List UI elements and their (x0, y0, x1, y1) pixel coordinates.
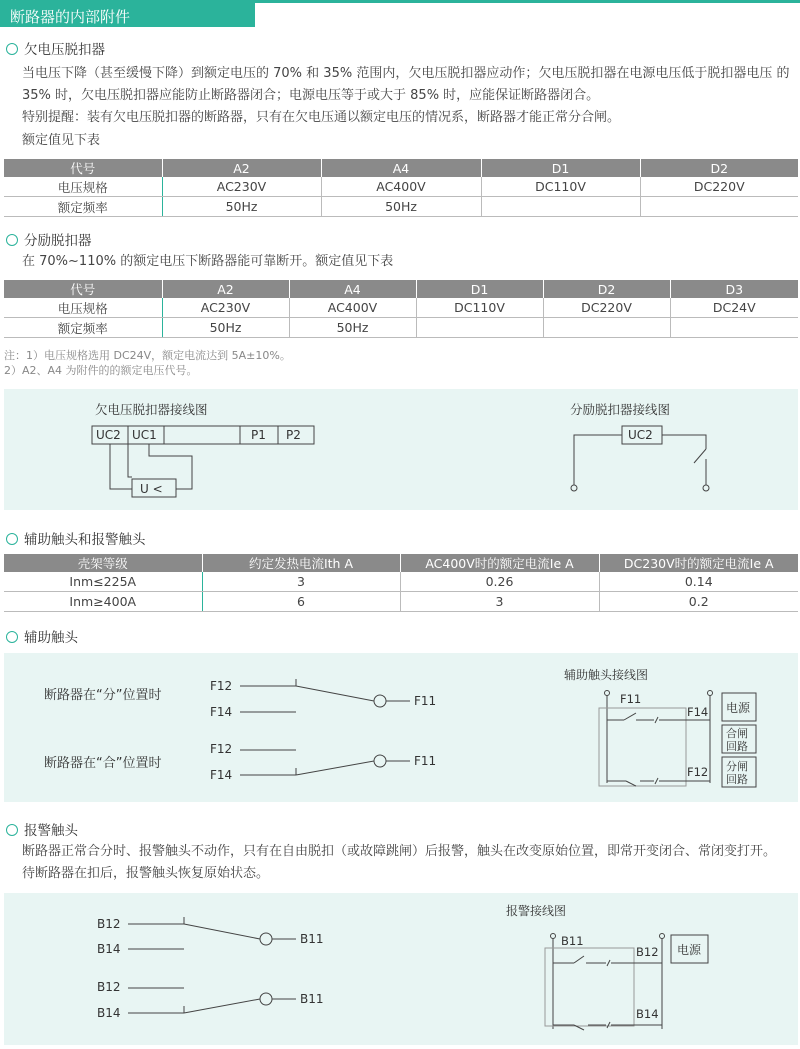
alarm-contact-diagram (4, 893, 798, 1045)
common-terminal-icon (260, 993, 272, 1005)
terminal-label: F11 (414, 694, 437, 708)
terminal-label: F11 (620, 692, 642, 706)
terminal-label: UC2 (96, 428, 121, 442)
table-cell (670, 318, 798, 338)
terminal-label: F12 (687, 765, 709, 779)
circle-bullet-icon (6, 43, 18, 55)
table-row (4, 197, 798, 217)
undervoltage-table (4, 159, 798, 217)
contact-rating-table (4, 554, 798, 612)
terminal-label: UC1 (132, 428, 157, 442)
shunt-table (4, 280, 798, 338)
table-cell: 0.26 (400, 572, 599, 592)
page-title: 断路器的内部附件 (10, 8, 131, 26)
column-header: D1 (481, 159, 640, 177)
table-cell: 6 (202, 592, 400, 612)
table-cell (640, 197, 798, 217)
terminal-label: B11 (561, 934, 584, 948)
section-heading-undervoltage (6, 38, 105, 58)
section-heading-text: 报警触头 (24, 823, 78, 839)
aux-wiring-title: 辅助触头接线图 (564, 668, 649, 682)
section-heading-shunt (6, 229, 92, 249)
table-cell: 0.2 (599, 592, 798, 612)
terminal-label: B12 (97, 917, 121, 931)
table-header-row (4, 280, 798, 298)
power-label: 电源 (726, 701, 751, 715)
paragraph: 35% 时，欠电压脱扣器应能防止断路器闭合；电源电压等于或大于 85% 时，应能保证断路器闭合。 (22, 88, 600, 103)
contact-housing (545, 948, 634, 1026)
column-header: A4 (321, 159, 481, 177)
section-heading-alarm (6, 819, 78, 839)
paragraph: 待断路器在扣后，报警触头恢复原始状态。 (22, 866, 270, 881)
table-header-row (4, 554, 798, 572)
column-header: A2 (162, 159, 321, 177)
open-circuit-label: 回路 (726, 773, 748, 786)
table-cell: Inm≥400A (4, 592, 202, 612)
table-cell: DC24V (670, 298, 798, 318)
state-label-closed: 断路器在“合”位置时 (44, 756, 162, 771)
section-heading-text: 辅助触头 (24, 630, 78, 646)
table-cell: AC230V (162, 298, 289, 318)
column-header: A2 (162, 280, 289, 298)
table-cell: 3 (400, 592, 599, 612)
column-header: A4 (289, 280, 416, 298)
section-heading-text: 分励脱扣器 (24, 233, 92, 249)
tripping-wiring-diagram (4, 389, 798, 510)
common-terminal-icon (260, 933, 272, 945)
coil-label: U < (140, 482, 163, 496)
wiring-panel-alarm (4, 893, 798, 1045)
terminal-label: F14 (210, 705, 233, 719)
terminal-label: B11 (300, 932, 324, 946)
table-cell: 50Hz (289, 318, 416, 338)
common-terminal-icon (374, 695, 386, 707)
terminal-circle-icon (703, 485, 709, 491)
table-row (4, 572, 798, 592)
close-circuit-label: 回路 (726, 740, 748, 753)
terminal-label: B11 (300, 992, 324, 1006)
wiring-panel-aux (4, 653, 798, 802)
table-row (4, 298, 798, 318)
paragraph: 额定值见下表 (22, 133, 101, 148)
section-heading-text: 欠电压脱扣器 (24, 42, 105, 58)
terminal-label: F12 (210, 679, 233, 693)
table-cell (416, 318, 543, 338)
power-label: 电源 (677, 943, 702, 957)
table-cell: 额定频率 (4, 197, 162, 217)
table-cell: DC220V (640, 177, 798, 197)
paragraph: 特别提醒：装有欠电压脱扣器的断路器，只有在欠电压通以额定电压的情况系，断路器才能正常分合闸。 (22, 110, 621, 125)
circle-bullet-icon (6, 824, 18, 836)
table-cell: DC110V (481, 177, 640, 197)
alarm-wiring-title: 报警接线图 (506, 904, 567, 918)
table-header-row (4, 159, 798, 177)
table-cell (543, 318, 670, 338)
column-header: 壳架等级 (4, 554, 202, 572)
shunt-diagram-title: 分励脱扣器接线图 (570, 402, 671, 417)
paragraph: 断路器正常合分时、报警触头不动作，只有在自由脱扣（或故障跳闸）后报警，触头在改变原始位置，即常开变闭合、常闭变打开。 (22, 844, 777, 859)
table-row (4, 592, 798, 612)
column-header: D3 (670, 280, 798, 298)
open-circuit-label: 分闸 (726, 760, 748, 773)
state-label-open: 断路器在“分”位置时 (44, 688, 162, 703)
table-cell: 50Hz (162, 318, 289, 338)
circle-bullet-icon (6, 234, 18, 246)
terminal-circle-icon (571, 485, 577, 491)
circle-bullet-icon (6, 533, 18, 545)
table-cell: DC110V (416, 298, 543, 318)
terminal-label: UC2 (628, 428, 653, 442)
column-header: 代号 (4, 280, 162, 298)
close-circuit-label: 合闸 (726, 727, 748, 740)
column-header: 约定发热电流Ith A (202, 554, 400, 572)
terminal-label: F14 (210, 768, 233, 782)
section-heading-aux (6, 626, 78, 646)
table-cell: 50Hz (162, 197, 321, 217)
table-cell: AC400V (289, 298, 416, 318)
terminal-label: F14 (687, 705, 709, 719)
table-cell: 电压规格 (4, 177, 162, 197)
table-cell: Inm≤225A (4, 572, 202, 592)
column-header: D2 (543, 280, 670, 298)
terminal-label: B14 (636, 1007, 659, 1021)
common-terminal-icon (374, 755, 386, 767)
table-row (4, 177, 798, 197)
table-cell: 电压规格 (4, 298, 162, 318)
column-header: DC230V时的额定电流Ie A (599, 554, 798, 572)
section-heading-aux-alarm (6, 528, 146, 548)
circle-bullet-icon (6, 631, 18, 643)
table-cell: AC230V (162, 177, 321, 197)
note-line: 2）A2、A4 为附件的的额定电压代号。 (4, 364, 198, 377)
terminal-block (92, 426, 314, 444)
paragraph: 当电压下降（甚至缓慢下降）到额定电压的 70% 和 35% 范围内，欠电压脱扣器应动作；欠电压脱扣器在电源电压低于脱扣器电压 的 (22, 66, 790, 81)
column-header: 代号 (4, 159, 162, 177)
terminal-label: F12 (210, 742, 233, 756)
terminal-label: P1 (251, 428, 266, 442)
table-cell: 0.14 (599, 572, 798, 592)
terminal-label: B12 (97, 980, 121, 994)
table-cell: 额定频率 (4, 318, 162, 338)
note-line: 注：1）电压规格选用 DC24V，额定电流达到 5A±10%。 (4, 349, 291, 362)
paragraph: 在 70%~110% 的额定电压下断路器能可靠断开。额定值见下表 (22, 254, 394, 269)
column-header: D1 (416, 280, 543, 298)
terminal-label: B14 (97, 942, 121, 956)
terminal-label: F11 (414, 754, 437, 768)
column-header: D2 (640, 159, 798, 177)
table-cell (481, 197, 640, 217)
table-cell: DC220V (543, 298, 670, 318)
table-row (4, 318, 798, 338)
terminal-label: P2 (286, 428, 301, 442)
table-cell: AC400V (321, 177, 481, 197)
column-header: AC400V时的额定电流Ie A (400, 554, 599, 572)
wiring-panel-tripping (4, 389, 798, 510)
table-cell: 3 (202, 572, 400, 592)
terminal-label: B14 (97, 1006, 121, 1020)
aux-contact-diagram (4, 653, 798, 802)
table-cell: 50Hz (321, 197, 481, 217)
undervoltage-diagram-title: 欠电压脱扣器接线图 (95, 402, 208, 417)
terminal-label: B12 (636, 945, 659, 959)
section-heading-text: 辅助触头和报警触头 (24, 532, 146, 548)
